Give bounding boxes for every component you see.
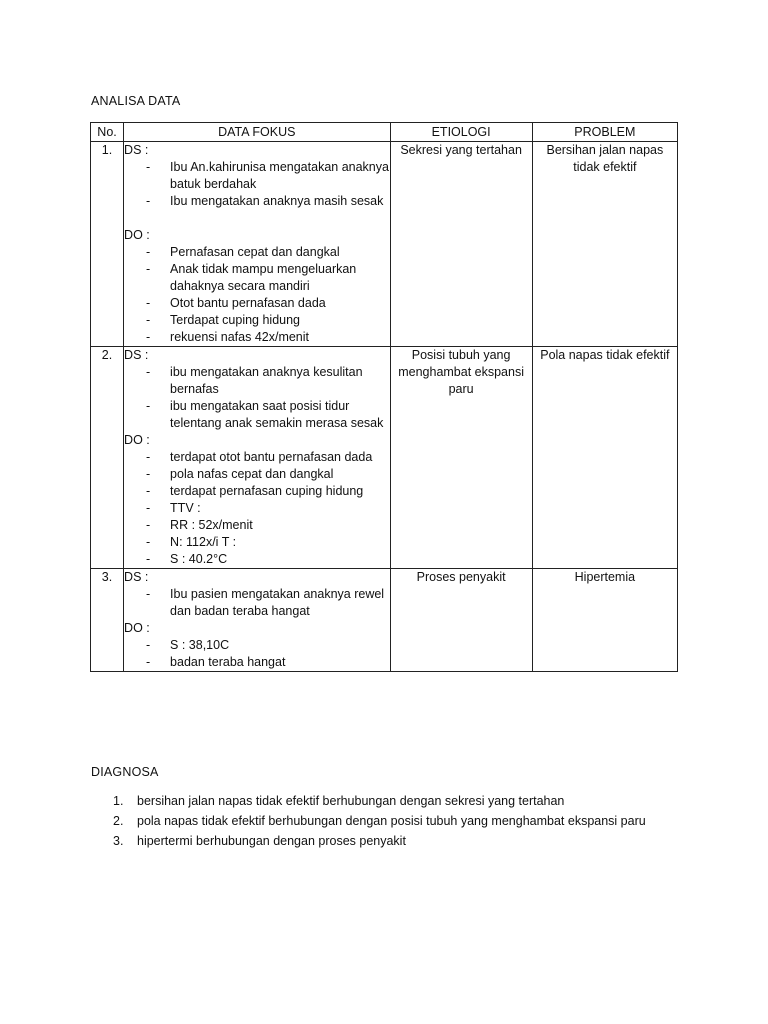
list-item: - terdapat pernafasan cuping hidung: [124, 483, 389, 500]
data-fokus-cell: [124, 569, 390, 672]
list-item: - Ibu mengatakan anaknya masih sesak: [124, 193, 389, 210]
ds-list: [124, 364, 389, 432]
header-data-fokus: DATA FOKUS: [124, 123, 390, 142]
ds-label: DS :: [124, 348, 149, 362]
diagnosa-heading: DIAGNOSA: [91, 765, 159, 779]
list-item: - N: 112x/i T :: [124, 534, 389, 551]
list-item: - terdapat otot bantu pernafasan dada: [124, 449, 389, 466]
header-etiologi: ETIOLOGI: [390, 123, 532, 142]
ds-list: [124, 159, 389, 210]
etiologi-cell: Proses penyakit: [390, 569, 532, 672]
table-row: [91, 142, 678, 347]
row-number: 1.: [91, 142, 124, 347]
etiologi-cell: Posisi tubuh yang menghambat ekspansi paru: [390, 347, 532, 569]
diagnosa-text: hipertermi berhubungan dengan proses penyakit: [137, 834, 406, 848]
list-item: [91, 793, 711, 813]
list-item: [91, 813, 711, 833]
table-header-row: [91, 123, 678, 142]
list-item: - Anak tidak mampu mengeluarkan dahaknya secara mandiri: [124, 261, 389, 295]
do-list: [124, 244, 389, 346]
do-label: DO :: [124, 228, 150, 242]
list-item: - RR : 52x/menit: [124, 517, 389, 534]
data-fokus-cell: [124, 347, 390, 569]
list-item: - ibu mengatakan anaknya kesulitan bernafas: [124, 364, 389, 398]
ds-label: DS :: [124, 143, 149, 157]
list-item: - Ibu An.kahirunisa mengatakan anaknya batuk berdahak: [124, 159, 389, 193]
do-list: [124, 637, 389, 671]
etiologi-cell: Sekresi yang tertahan: [390, 142, 532, 347]
analisa-data-heading: ANALISA DATA: [91, 94, 181, 108]
list-item: - ibu mengatakan saat posisi tidur telentang anak semakin merasa sesak: [124, 398, 389, 432]
list-item: - S : 38,10C: [124, 637, 389, 654]
ds-label: DS :: [124, 570, 149, 584]
problem-cell: Bersihan jalan napas tidak efektif: [532, 142, 677, 347]
list-item: - Terdapat cuping hidung: [124, 312, 389, 329]
header-problem: PROBLEM: [532, 123, 677, 142]
list-item: - TTV :: [124, 500, 389, 517]
diagnosa-number: 1.: [113, 794, 124, 808]
list-item: - Pernafasan cepat dan dangkal: [124, 244, 389, 261]
header-no: No.: [91, 123, 124, 142]
data-fokus-cell: [124, 142, 390, 347]
list-item: - badan teraba hangat: [124, 654, 389, 671]
ds-list: [124, 586, 389, 620]
row-number: 3.: [91, 569, 124, 672]
problem-cell: Pola napas tidak efektif: [532, 347, 677, 569]
analisa-data-table: [90, 122, 678, 672]
do-list: [124, 449, 389, 568]
diagnosa-number: 2.: [113, 814, 124, 828]
table-row: [91, 569, 678, 672]
do-label: DO :: [124, 621, 150, 635]
do-label: DO :: [124, 433, 150, 447]
list-item: - pola nafas cepat dan dangkal: [124, 466, 389, 483]
row-number: 2.: [91, 347, 124, 569]
list-item: - S : 40.2°C: [124, 551, 389, 568]
table-row: [91, 347, 678, 569]
list-item: [91, 833, 711, 853]
diagnosa-number: 3.: [113, 834, 124, 848]
list-item: - rekuensi nafas 42x/menit: [124, 329, 389, 346]
diagnosa-text: bersihan jalan napas tidak efektif berhubungan dengan sekresi yang tertahan: [137, 794, 565, 808]
diagnosa-list: [91, 793, 711, 853]
list-item: - Ibu pasien mengatakan anaknya rewel dan badan teraba hangat: [124, 586, 389, 620]
diagnosa-text: pola napas tidak efektif berhubungan dengan posisi tubuh yang menghambat ekspansi paru: [137, 814, 646, 828]
list-item: - Otot bantu pernafasan dada: [124, 295, 389, 312]
problem-cell: Hipertemia: [532, 569, 677, 672]
